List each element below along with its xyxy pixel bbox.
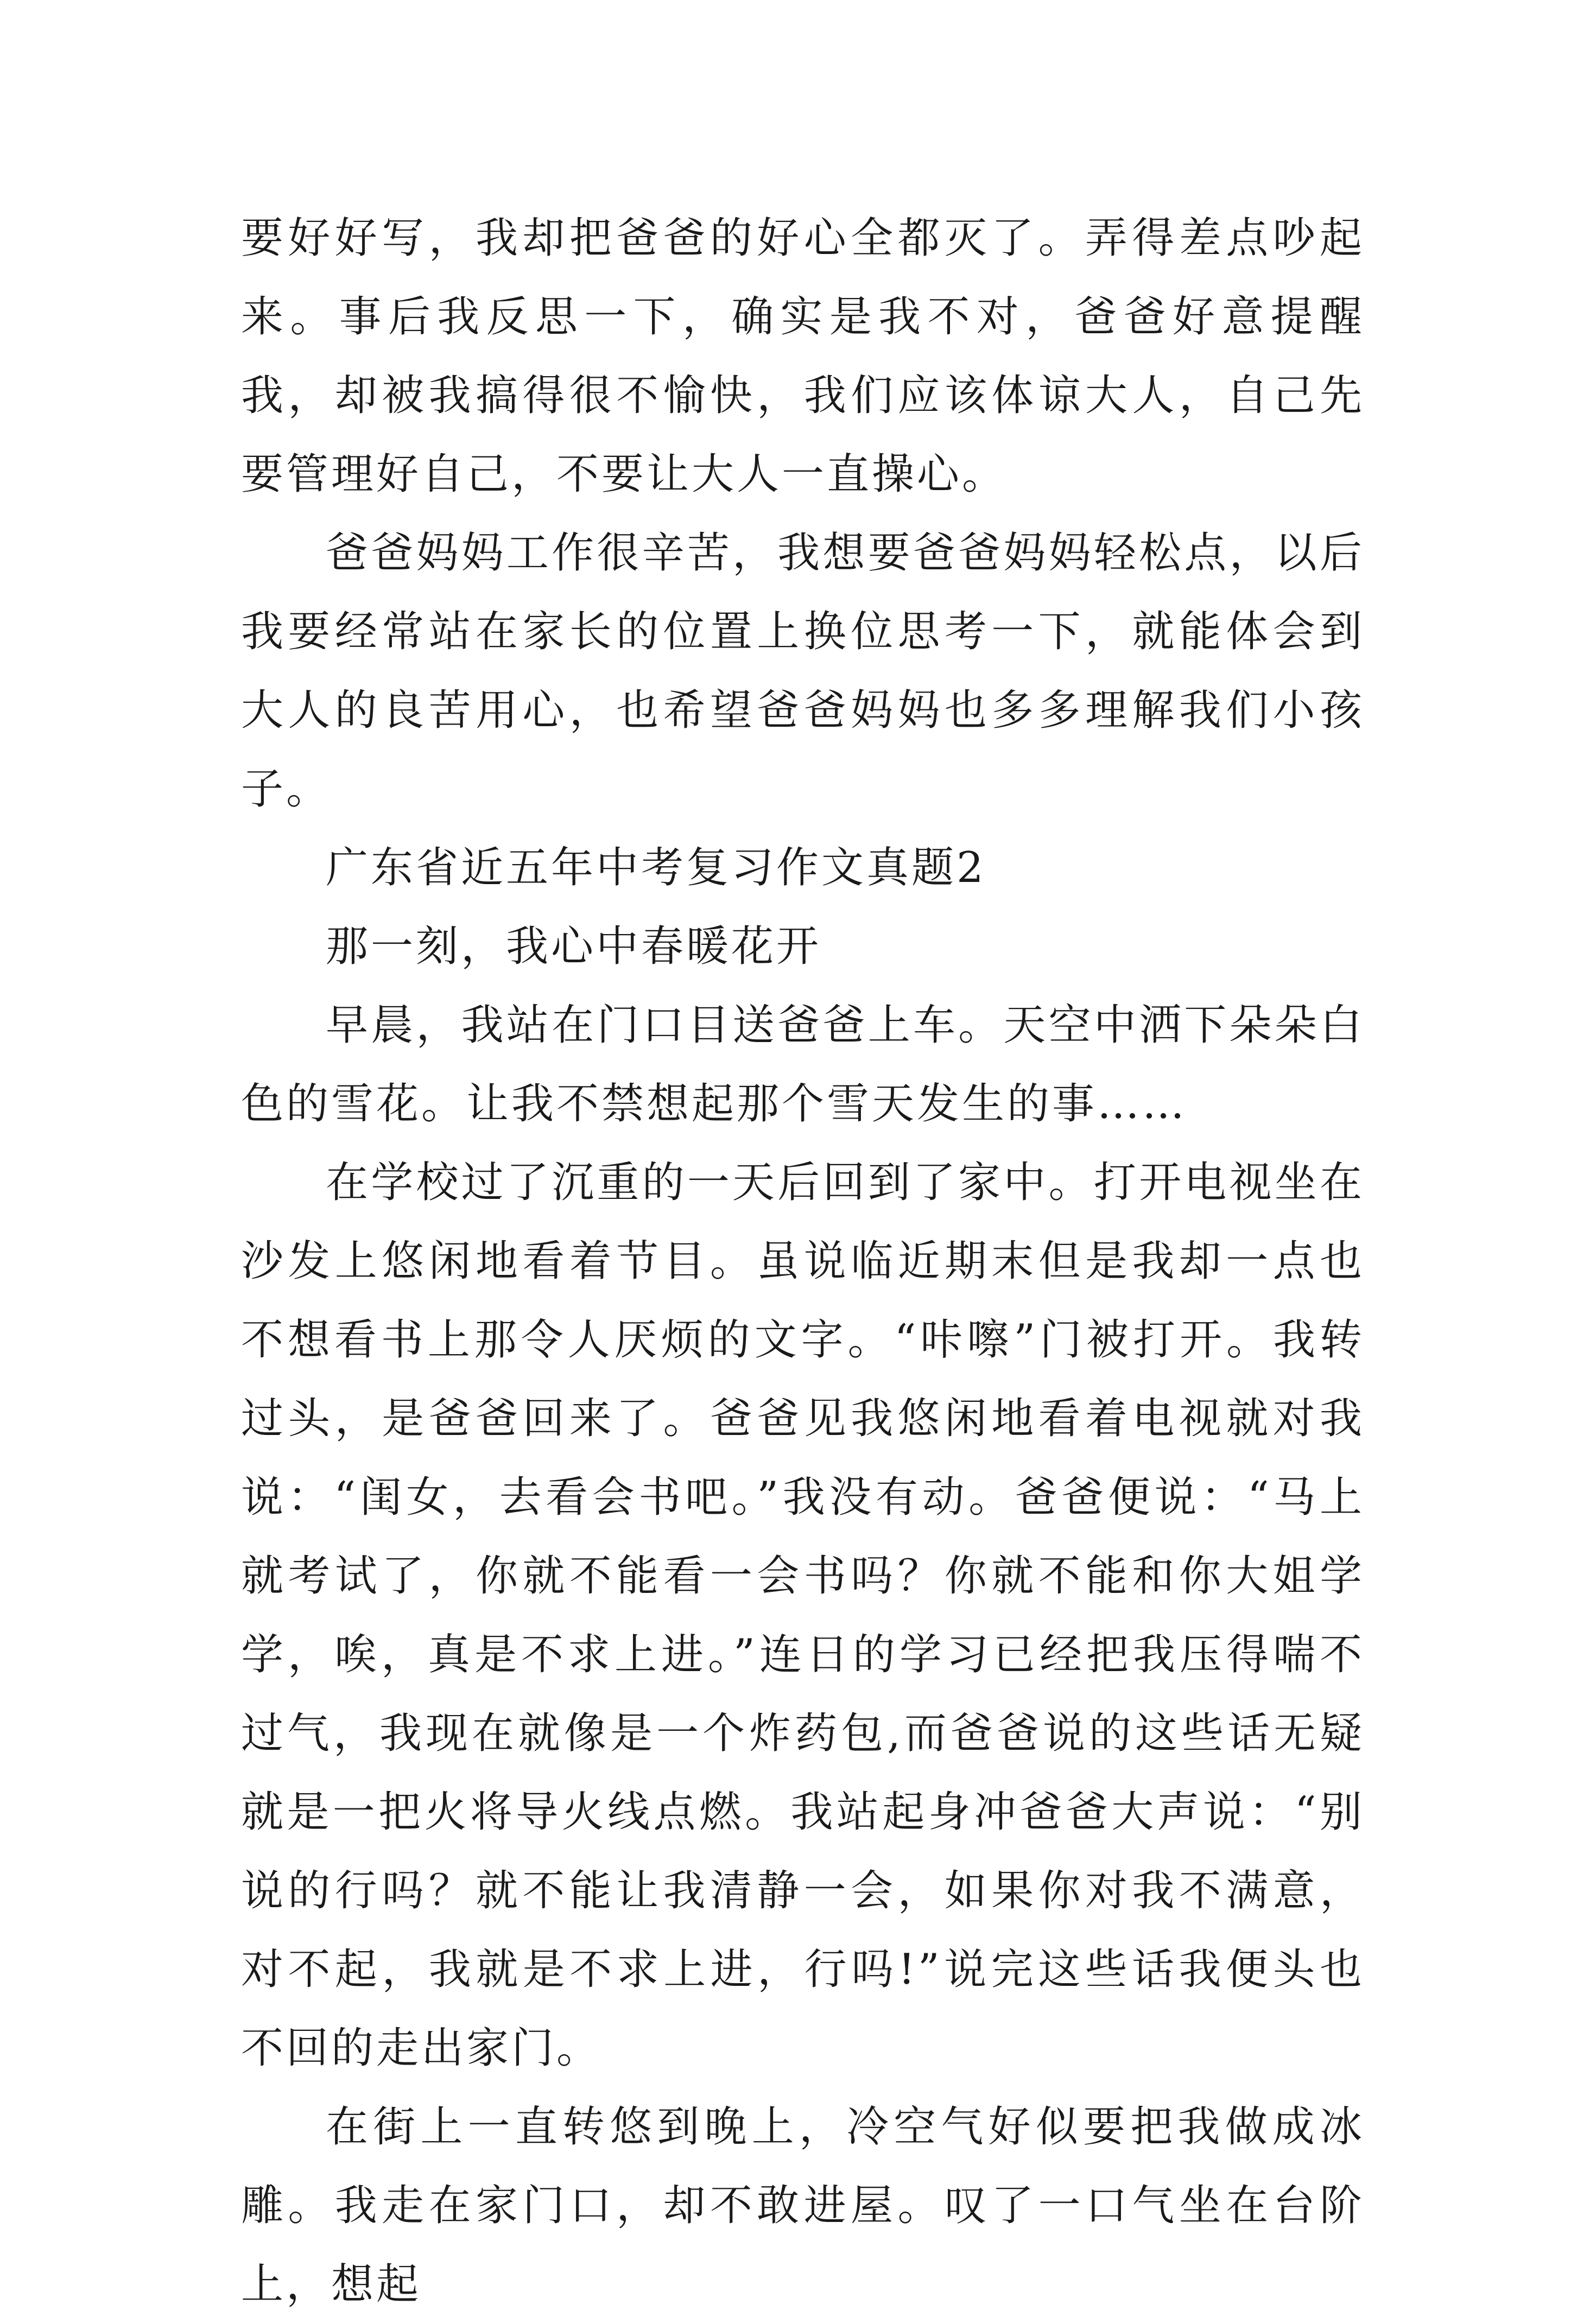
document-body bbox=[241, 199, 1365, 2324]
paragraph: 爸爸妈妈工作很辛苦，我想要爸爸妈妈轻松点，以后我要经常站在家长的位置上换位思考一下，就能体会到大人的良苦用心，也希望爸爸妈妈也多多理解我们小孩子。 bbox=[241, 529, 1365, 814]
section-title: 广东省近五年中考复习作文真题2 bbox=[326, 843, 986, 892]
paragraph: 在学校过了沉重的一天后回到了家中。打开电视坐在沙发上悠闲地看着节目。虽说临近期末但是我却一点也不想看书上那令人厌烦的文字。“咔嚓”门被打开。我转过头，是爸爸回来了。爸爸见我悠闲地看着电视就对我说：“闺女，去看会书吧。”我没有动。爸爸便说：“马上就考试了，你就不能看一会书吗？你就不能和你大姐学学，唉，真是不求上进。”连日的学习已经把我压得喘不过气，我现在就像是一个炸药包,而爸爸说的这些话无疑就是一把火将导火线点燃。我站起身冲爸爸大声说：“别说的行吗？就不能让我清静一会，如果你对我不满意，对不起，我就是不求上进，行吗!”说完这些话我便头也不回的走出家门。 bbox=[241, 1158, 1365, 2073]
paragraph: 早晨，我站在门口目送爸爸上车。天空中洒下朵朵白色的雪花。让我不禁想起那个雪天发生的事…… bbox=[241, 1001, 1365, 1128]
essay-title: 那一刻，我心中春暖花开 bbox=[326, 922, 822, 971]
paragraph: 在街上一直转悠到晚上，冷空气好似要把我做成冰雕。我走在家门口，却不敢进屋。叹了一口气坐在台阶上，想起 bbox=[241, 2103, 1365, 2309]
paragraph: 要好好写，我却把爸爸的好心全都灭了。弄得差点吵起来。事后我反思一下，确实是我不对，爸爸好意提醒我，却被我搞得很不愉快，我们应该体谅大人，自己先要管理好自己，不要让大人一直操心。 bbox=[241, 214, 1365, 499]
